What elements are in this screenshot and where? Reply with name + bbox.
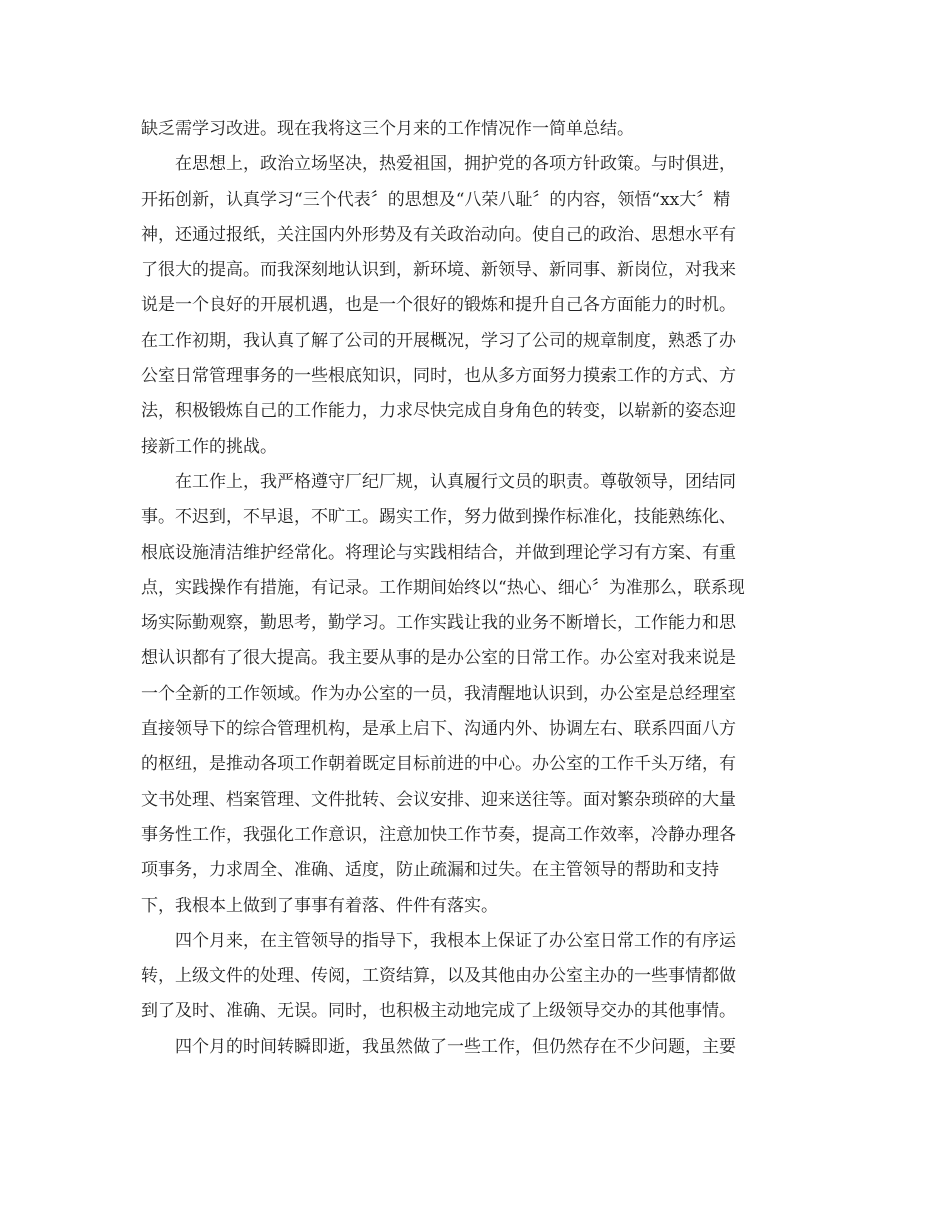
text-line: 开拓创新，认真学习“三个代表〞的思想及“八荣八耻〞的内容，领悟“xx大〞精 <box>141 189 731 210</box>
text-line: 想认识都有了很大提高。我主要从事的是办公室的日常工作。办公室对我来说是 <box>141 648 736 669</box>
text-line: 根底设施清洁维护经常化。将理论与实践相结合，并做到理论学习有方案、有重 <box>141 542 736 563</box>
text-line: 到了及时、准确、无误。同时，也积极主动地完成了上级领导交办的其他事情。 <box>141 1001 736 1022</box>
document-body <box>141 112 801 1065</box>
text-line: 下，我根本上做到了事事有着落、件件有落实。 <box>141 895 498 916</box>
text-line: 的枢纽，是推动各项工作朝着既定目标前进的中心。办公室的工作千头万绪，有 <box>141 754 736 775</box>
text-line: 场实际勤观察，勤思考，勤学习。工作实践让我的业务不断增长，工作能力和思 <box>141 613 736 634</box>
text-line: 说是一个良好的开展机遇，也是一个很好的锻炼和提升自己各方面能力的时机。 <box>141 295 736 316</box>
text-line: 缺乏需学习改进。现在我将这三个月来的工作情况作一简单总结。 <box>141 119 634 139</box>
text-line: 接新工作的挑战。 <box>141 436 277 457</box>
text-line: 了很大的提高。而我深刻地认识到，新环境、新领导、新同事、新岗位，对我来 <box>141 260 736 281</box>
text-line: 文书处理、档案管理、文件批转、会议安排、迎来送往等。面对繁杂琐碎的大量 <box>141 789 736 810</box>
text-line: 法，积极锻炼自己的工作能力，力求尽快完成自身角色的转变，以崭新的姿态迎 <box>141 401 736 422</box>
text-line: 在工作初期，我认真了解了公司的开展概况，学习了公司的规章制度，熟悉了办 <box>141 330 736 351</box>
text-line: 公室日常管理事务的一些根底知识，同时，也从多方面努力摸索工作的方式、方 <box>141 366 736 387</box>
paragraph-start-line: 在工作上，我严格遵守厂纪厂规，认真履行文员的职责。尊敬领导，团结同 <box>175 471 736 492</box>
text-line: 神，还通过报纸，关注国内外形势及有关政治动向。使自己的政治、思想水平有 <box>141 224 736 245</box>
text-line: 直接领导下的综合管理机构，是承上启下、沟通内外、协调左右、联系四面八方 <box>141 719 736 740</box>
text-line: 点，实践操作有措施，有记录。工作期间始终以“热心、细心〞为准那么，联系现 <box>141 577 745 598</box>
text-line: 事务性工作，我强化工作意识，注意加快工作节奏，提高工作效率，冷静办理各 <box>141 824 736 845</box>
paragraph-start-line: 四个月来，在主管领导的指导下，我根本上保证了办公室日常工作的有序运 <box>175 930 736 951</box>
text-line: 事。不迟到，不早退，不旷工。踢实工作，努力做到操作标准化，技能熟练化、 <box>141 507 736 528</box>
paragraph-start-line: 四个月的时间转瞬即逝，我虽然做了一些工作，但仍然存在不少问题，主要 <box>175 1036 736 1057</box>
text-line: 转，上级文件的处理、传阅，工资结算，以及其他由办公室主办的一些事情都做 <box>141 966 736 987</box>
text-line: 项事务，力求周全、准确、适度，防止疏漏和过失。在主管领导的帮助和支持 <box>141 860 719 881</box>
text-line: 一个全新的工作领域。作为办公室的一员，我清醒地认识到，办公室是总经理室 <box>141 683 736 704</box>
paragraph-start-line: 在思想上，政治立场坚决，热爱祖国，拥护党的各项方针政策。与时俱进， <box>175 154 736 175</box>
